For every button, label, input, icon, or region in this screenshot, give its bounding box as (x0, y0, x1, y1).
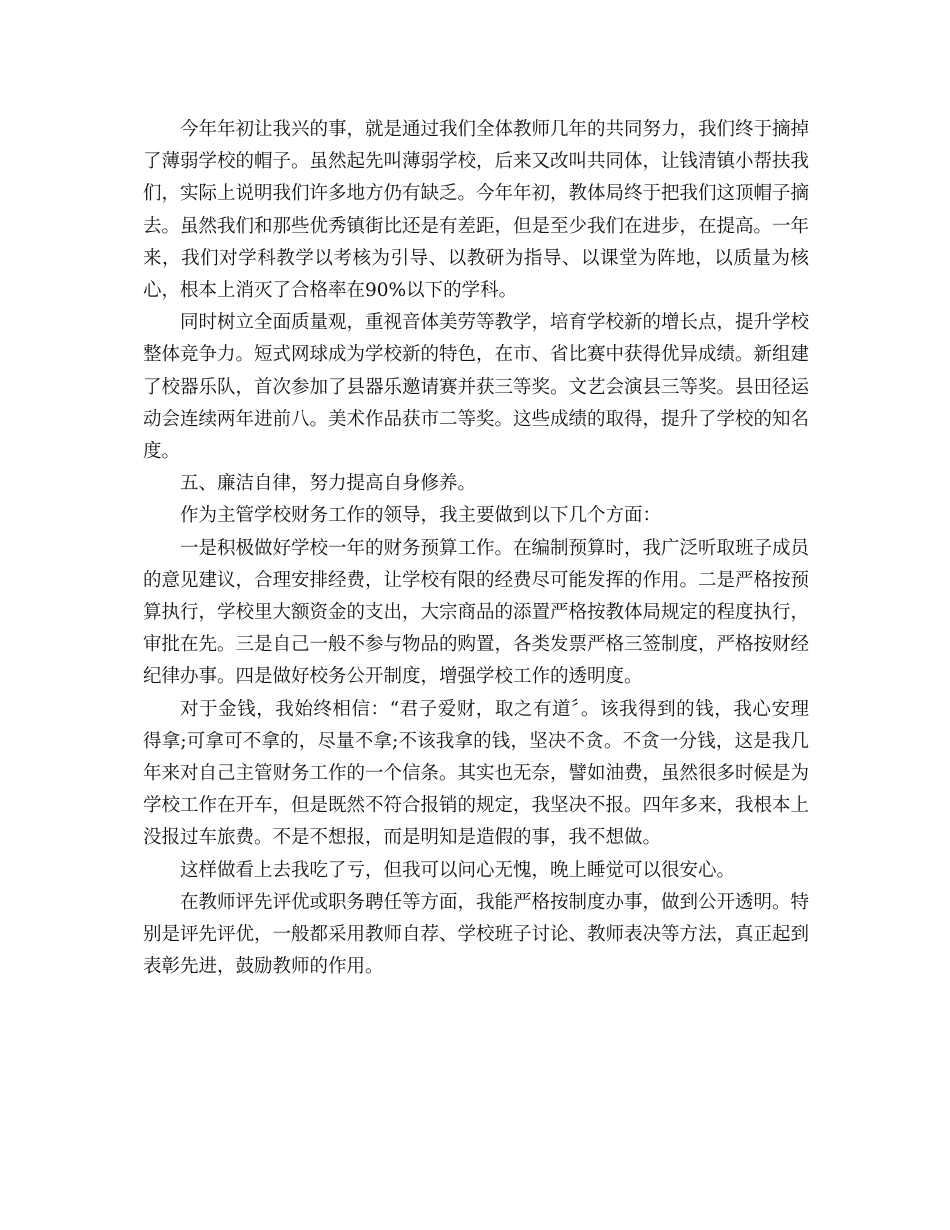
paragraph-1: 今年年初让我兴的事，就是通过我们全体教师几年的共同努力，我们终于摘掉了薄弱学校的帽子。虽然起先叫薄弱学校，后来又改叫共同体，让钱清镇小帮扶我们，实际上说明我们许多地方仍有缺乏。今年年初，教体局终于把我们这顶帽子摘去。虽然我们和那些优秀镇街比还是有差距，但是至少我们在进步，在提高。一年来，我们对学科教学以考核为引导、以教研为指导、以课堂为阵地，以质量为核心，根本上消灭了合格率在90%以下的学科。 (143, 119, 810, 302)
paragraph-2: 同时树立全面质量观，重视音体美劳等教学，培育学校新的增长点，提升学校整体竞争力。短式网球成为学校新的特色，在市、省比赛中获得优异成绩。新组建了校器乐队，首次参加了县器乐邀请赛并获三等奖。文艺会演县三等奖。县田径运动会连续两年进前八。美术作品获市二等奖。这些成绩的取得，提升了学校的知名度。 (143, 312, 810, 463)
paragraph-3: 作为主管学校财务工作的领导，我主要做到以下几个方面： (180, 505, 662, 527)
document-page (143, 114, 809, 983)
paragraph-4: 一是积极做好学校一年的财务预算工作。在编制预算时，我广泛听取班子成员的意见建议，合理安排经费，让学校有限的经费尽可能发挥的作用。二是严格按预算执行，学校里大额资金的支出，大宗商品的添置严格按教体局规定的程度执行，审批在先。三是自己一般不参与物品的购置，各类发票严格三签制度，严格按财经纪律办事。四是做好校务公开制度，增强学校工作的透明度。 (143, 537, 810, 688)
paragraph-7: 在教师评先评优或职务聘任等方面，我能严格按制度办事，做到公开透明。特别是评先评优，一般都采用教师自荐、学校班子讨论、教师表决等方法，真正起到表彰先进，鼓励教师的作用。 (143, 891, 810, 978)
paragraph-5: 对于金钱，我始终相信：“君子爱财，取之有道〞。该我得到的钱，我心安理得拿;可拿可不拿的，尽量不拿;不该我拿的钱，坚决不贪。不贪一分钱，这是我几年来对自己主管财务工作的一个信条。其实也无奈，譬如油费，虽然很多时候是为学校工作在开车，但是既然不符合报销的规定，我坚决不报。四年多来，我根本上没报过车旅费。不是不想报，而是明知是造假的事，我不想做。 (143, 698, 810, 849)
paragraph-6: 这样做看上去我吃了亏，但我可以问心无愧，晚上睡觉可以很安心。 (180, 859, 736, 881)
section-heading: 五、廉洁自律，努力提高自身修养。 (180, 473, 477, 495)
